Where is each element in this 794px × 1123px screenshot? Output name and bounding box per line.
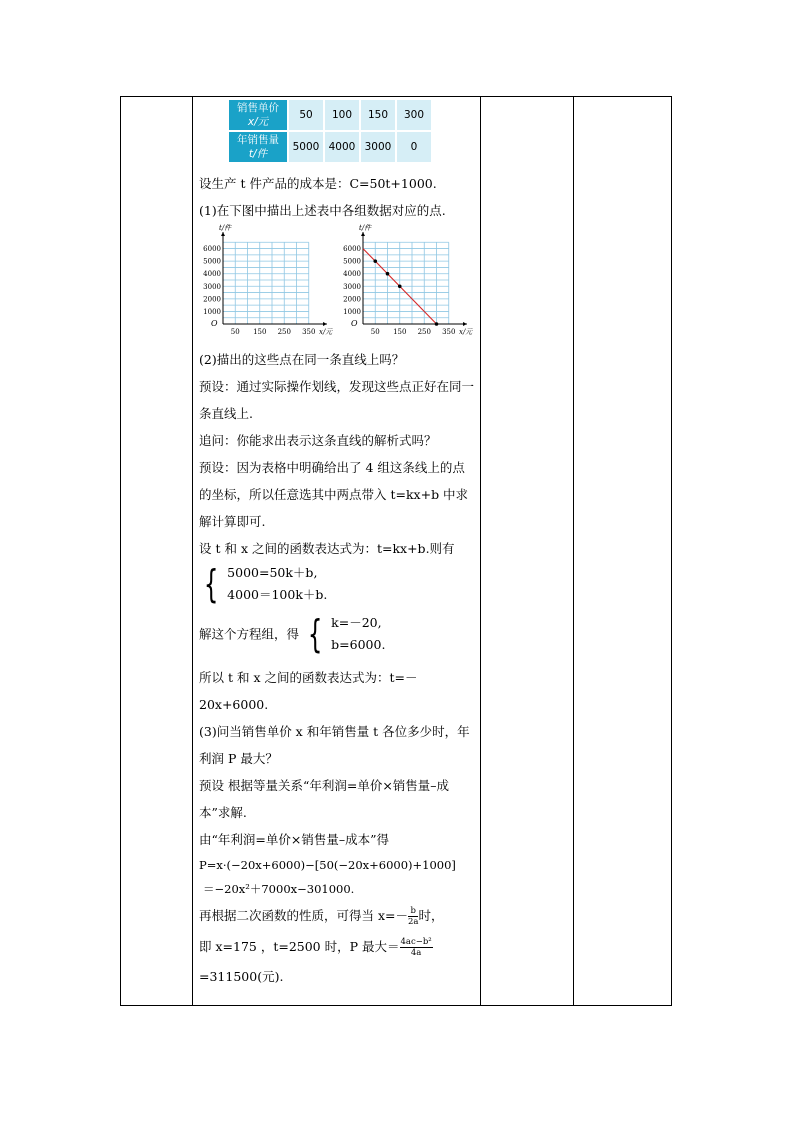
fraction-den: 2a: [408, 917, 419, 927]
cost-text: 设生产 t 件产品的成本是：C=50t+1000.: [199, 176, 437, 191]
x-tick-label: 50: [230, 328, 240, 336]
fraction-b-over-2a: [408, 906, 418, 927]
table-row: [229, 100, 431, 130]
question-2: (2)描出的这些点在同一条直线上吗？: [199, 352, 405, 367]
answer-3: 预设 根据等量关系“年利润=单价×销售量–成本”求解.: [199, 778, 450, 820]
equation-1: 5000=50k＋b,: [227, 565, 318, 580]
vertex-text: [199, 901, 475, 931]
final-result: =311500(元).: [199, 969, 284, 984]
column-divider-2: [480, 96, 481, 1006]
solution-line: [199, 612, 475, 662]
x-tick-label: 50: [370, 328, 380, 336]
y-tick-label: 4000: [203, 270, 221, 279]
y-axis-arrow: [221, 232, 225, 236]
y-tick-label: 3000: [203, 282, 221, 291]
p-formula-line2: ＝−20x²＋7000x−301000.: [203, 882, 355, 896]
fraction-max: [400, 937, 433, 958]
equation-lines: [227, 562, 327, 606]
y-tick-label: 6000: [203, 245, 221, 254]
data-point: [373, 259, 377, 263]
set-function-text: 设 t 和 x 之间的函数表达式为：t=kx+b.则有: [199, 541, 455, 556]
solution-lines: [331, 612, 385, 656]
table-cell: 100: [325, 100, 359, 130]
table-cell: 50: [289, 100, 323, 130]
row-header-price-a: 销售单价: [237, 102, 279, 114]
table-row: [229, 132, 431, 162]
answer-2: 预设：通过实际操作划线，发现这些点正好在同一条直线上.: [199, 379, 475, 421]
empty-grid-chart: [199, 224, 334, 346]
y-tick-label: 5000: [343, 257, 361, 266]
y-tick-label: 5000: [203, 257, 221, 266]
y-tick-label: 2000: [343, 295, 361, 304]
max-prefix: 即 x=175 ，t=2500 时，P 最大＝: [199, 939, 400, 954]
x-axis-label: x/元: [459, 328, 473, 336]
x-axis-arrow: [463, 322, 467, 326]
table-cell: 3000: [361, 132, 395, 162]
column-divider-1: [192, 96, 193, 1006]
follow-up-question: 追问：你能求出表示这条直线的解析式吗？: [199, 433, 437, 448]
table-cell: 300: [397, 100, 431, 130]
solution-k: k=－20,: [331, 615, 382, 630]
row-header-volume: [229, 132, 287, 162]
row-header-price: [229, 100, 287, 130]
x-tick-label: 250: [277, 328, 291, 336]
y-tick-label: 2000: [203, 295, 221, 304]
vertex-prefix: 再根据二次函数的性质，可得当 x=－: [199, 908, 408, 923]
y-tick-label: 3000: [343, 282, 361, 291]
origin-label: O: [211, 319, 218, 328]
x-axis-arrow: [323, 322, 327, 326]
data-point: [398, 284, 402, 288]
solution-b: b=6000.: [331, 637, 386, 652]
y-tick-label: 4000: [343, 270, 361, 279]
p-formula-line1: P=x·(−20x+6000)−[50(−20x+6000)+1000]: [199, 858, 456, 872]
question-1: (1)在下图中描出上述表中各组数据对应的点.: [199, 203, 446, 218]
y-tick-label: 1000: [203, 307, 221, 316]
content-cell: [199, 98, 475, 990]
x-tick-label: 150: [253, 328, 267, 336]
data-point: [386, 272, 390, 276]
row-header-price-b: x/元: [247, 116, 269, 128]
x-tick-label: 350: [442, 328, 456, 336]
fraction-num: b: [408, 906, 418, 917]
result-text: 所以 t 和 x 之间的函数表达式为：t=－20x+6000.: [199, 670, 418, 712]
plotted-line-chart: [339, 224, 474, 346]
from-text: 由“年利润=单价×销售量–成本”得: [199, 832, 389, 847]
solve-prefix: 解这个方程组，得: [199, 626, 300, 642]
y-axis-arrow: [361, 232, 365, 236]
fraction-den: 4a: [410, 948, 422, 958]
row-header-volume-a: 年销售量: [237, 134, 279, 146]
follow-up-answer: 预设：因为表格中明确给出了 4 组这条线上的点的坐标，所以任意选其中两点带入 t=kx+b 中求解计算即可.: [199, 460, 469, 529]
equation-2: 4000＝100k＋b.: [227, 587, 328, 602]
y-tick-label: 6000: [343, 245, 361, 254]
question-3: (3)问当销售单价 x 和年销售量 t 各位多少时，年利润 P 最大？: [199, 724, 470, 766]
fraction-num: 4ac−b²: [400, 937, 432, 947]
table-cell: 5000: [289, 132, 323, 162]
max-text: [199, 931, 475, 963]
vertex-suffix: 时，: [418, 908, 444, 923]
table-cell: 150: [361, 100, 395, 130]
column-divider-3: [573, 96, 574, 1006]
x-tick-label: 150: [393, 328, 407, 336]
origin-label: O: [351, 319, 358, 328]
y-axis-label: t/件: [359, 224, 372, 232]
graphs-area: [199, 224, 475, 346]
x-axis-label: x/元: [319, 328, 333, 336]
y-axis-label: t/件: [219, 224, 232, 232]
data-point: [435, 322, 439, 326]
equation-system: [199, 562, 475, 608]
row-header-volume-b: t/件: [248, 148, 268, 160]
y-tick-label: 1000: [343, 307, 361, 316]
brace-symbol: {: [307, 612, 323, 656]
brace-symbol: {: [203, 562, 219, 606]
table-cell: 0: [397, 132, 431, 162]
x-tick-label: 250: [417, 328, 431, 336]
table-cell: 4000: [325, 132, 359, 162]
x-tick-label: 350: [302, 328, 316, 336]
sales-table: [227, 98, 433, 164]
